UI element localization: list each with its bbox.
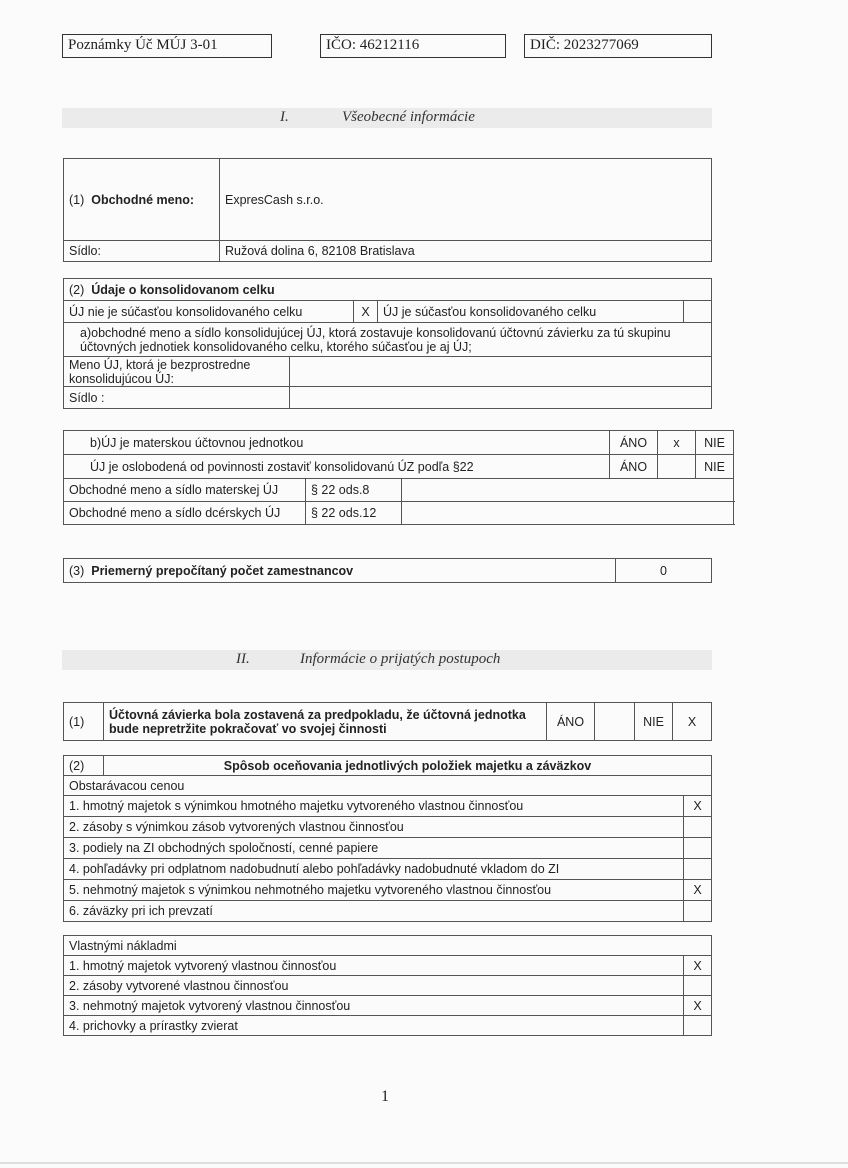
yes-label: ÁNO (610, 431, 658, 455)
no-label: NIE (635, 703, 673, 741)
going-concern-label: Účtovná závierka bola zostavená za predpokladu, že účtovná jednotka bude nepretržite pokračovať vo svojej činnosti (104, 703, 547, 741)
ref-paragraph: § 22 ods.8 (306, 479, 402, 502)
parent-name-field[interactable] (290, 357, 712, 387)
own-costs-item-label: 2. zásoby vytvorené vlastnou činnosťou (64, 976, 684, 996)
yes-checkbox[interactable] (595, 703, 635, 741)
valuation-title: Spôsob oceňovania jednotlivých položiek majetku a záväzkov (104, 756, 712, 776)
yes-label: ÁNO (610, 455, 658, 479)
acquisition-item-checkbox[interactable]: X (684, 796, 712, 817)
no-label: NIE (696, 431, 734, 455)
employees-table (63, 558, 712, 583)
own-costs-item-label: 4. prichovky a prírastky zvierat (64, 1016, 684, 1036)
employees-value[interactable]: 0 (616, 559, 712, 583)
consolidation-note-a: a)obchodné meno a sídlo konsolidujúcej ÚJ, ktorá zostavuje konsolidovanú účtovnú závierku za tú skupinu účtovných jednotiek konsolidovaného celku, ktorého súčasťou je aj ÚJ; (64, 323, 712, 357)
section-2-number: II. (236, 651, 250, 667)
item-prefix: (3) (69, 563, 85, 578)
company-table (63, 158, 712, 262)
parent-row-0 (64, 431, 734, 455)
acquisition-item-checkbox[interactable] (684, 838, 712, 859)
acquisition-item-label: 4. pohľadávky pri odplatnom nadobudnutí alebo pohľadávky nadobudnuté vkladom do ZI (64, 859, 684, 880)
company-name-value: ExpresCash s.r.o. (220, 159, 712, 241)
own-costs-item-checkbox[interactable] (684, 976, 712, 996)
acquisition-item-checkbox[interactable]: X (684, 880, 712, 901)
acquisition-item-checkbox[interactable] (684, 901, 712, 922)
form-label-box: Poznámky Úč MÚJ 3-01 (62, 34, 272, 58)
parent-name-label: Meno ÚJ, ktorá je bezprostredne konsolidujúcou ÚJ: (64, 357, 290, 387)
dic-box: DIČ: 2023277069 (524, 34, 712, 58)
acquisition-item-checkbox[interactable] (684, 859, 712, 880)
consolidation-table (63, 278, 712, 409)
company-name-label-text: Obchodné meno: (91, 192, 195, 207)
is-part-label: ÚJ je súčasťou konsolidovaného celku (378, 301, 684, 323)
section-1-heading (62, 108, 712, 128)
page-edge-divider (0, 1162, 848, 1164)
ref-label: Obchodné meno a sídlo materskej ÚJ (64, 479, 306, 502)
parent-entity-table (63, 430, 734, 525)
yes-checkbox[interactable] (658, 455, 696, 479)
acquisition-item-label: 1. hmotný majetok s výnimkou hmotného majetku vytvoreného vlastnou činnosťou (64, 796, 684, 817)
ref-value-field[interactable] (402, 479, 734, 502)
valuation-prefix: (2) (64, 756, 104, 776)
own-costs-item (64, 956, 712, 976)
acquisition-item-label: 6. záväzky pri ich prevzatí (64, 901, 684, 922)
acquisition-item-label: 3. podiely na ZI obchodných spoločností, cenné papiere (64, 838, 684, 859)
own-costs-item (64, 976, 712, 996)
consolidation-title-text: Údaje o konsolidovanom celku (91, 282, 275, 297)
no-label: NIE (696, 455, 734, 479)
parent-seat-field[interactable] (290, 387, 712, 409)
parent-ref-row-0 (64, 479, 734, 502)
acquisition-item-checkbox[interactable] (684, 817, 712, 838)
own-costs-item-checkbox[interactable] (684, 1016, 712, 1036)
yes-checkbox[interactable]: x (658, 431, 696, 455)
ref-value-field[interactable] (402, 502, 734, 525)
valuation-table (63, 755, 712, 922)
yes-label: ÁNO (547, 703, 595, 741)
going-concern-prefix: (1) (64, 703, 104, 741)
ref-paragraph: § 22 ods.12 (306, 502, 402, 525)
own-costs-item-checkbox[interactable]: X (684, 956, 712, 976)
own-costs-item-checkbox[interactable]: X (684, 996, 712, 1016)
employees-label-text: Priemerný prepočítaný počet zamestnancov (91, 563, 354, 578)
going-concern-table (63, 702, 712, 741)
acquisition-item-label: 2. zásoby s výnimkou zásob vytvorených vlastnou činnosťou (64, 817, 684, 838)
no-checkbox[interactable]: X (673, 703, 712, 741)
item-prefix: (2) (69, 282, 85, 297)
parent-row-1 (64, 455, 734, 479)
acquisition-item (64, 838, 712, 859)
ico-box: IČO: 46212116 (320, 34, 506, 58)
acquisition-item (64, 880, 712, 901)
own-costs-item-label: 1. hmotný majetok vytvorený vlastnou činnosťou (64, 956, 684, 976)
consolidation-title (64, 279, 712, 301)
acquisition-item (64, 901, 712, 922)
company-seat-value: Ružová dolina 6, 82108 Bratislava (220, 241, 712, 262)
parent-ref-row-1 (64, 502, 734, 525)
acquisition-item (64, 817, 712, 838)
employees-label (64, 559, 616, 583)
own-costs-item-label: 3. nehmotný majetok vytvorený vlastnou činnosťou (64, 996, 684, 1016)
acquisition-cost-title: Obstarávacou cenou (64, 776, 712, 796)
not-part-checkbox[interactable]: X (354, 301, 378, 323)
page-number: 1 (381, 1088, 389, 1105)
not-part-label: ÚJ nie je súčasťou konsolidovaného celku (64, 301, 354, 323)
section-2-heading (62, 650, 712, 670)
ref-label: Obchodné meno a sídlo dcérskych ÚJ (64, 502, 306, 525)
own-costs-title: Vlastnými nákladmi (64, 936, 712, 956)
own-costs-table (63, 935, 712, 1036)
own-costs-item (64, 996, 712, 1016)
is-part-checkbox[interactable] (684, 301, 712, 323)
acquisition-item (64, 859, 712, 880)
own-costs-item (64, 1016, 712, 1036)
acquisition-item (64, 796, 712, 817)
parent-row-label: ÚJ je oslobodená od povinnosti zostaviť konsolidovanú ÚZ podľa §22 (64, 455, 610, 479)
parent-seat-label: Sídlo : (64, 387, 290, 409)
section-1-number: I. (280, 109, 289, 125)
section-1-title: Všeobecné informácie (342, 109, 475, 125)
company-name-label (64, 159, 220, 241)
section-2-title: Informácie o prijatých postupoch (300, 651, 501, 667)
item-prefix: (1) (69, 192, 85, 207)
company-seat-label: Sídlo: (64, 241, 220, 262)
parent-row-label: b)ÚJ je materskou účtovnou jednotkou (64, 431, 610, 455)
acquisition-item-label: 5. nehmotný majetok s výnimkou nehmotného majetku vytvoreného vlastnou činnosťou (64, 880, 684, 901)
